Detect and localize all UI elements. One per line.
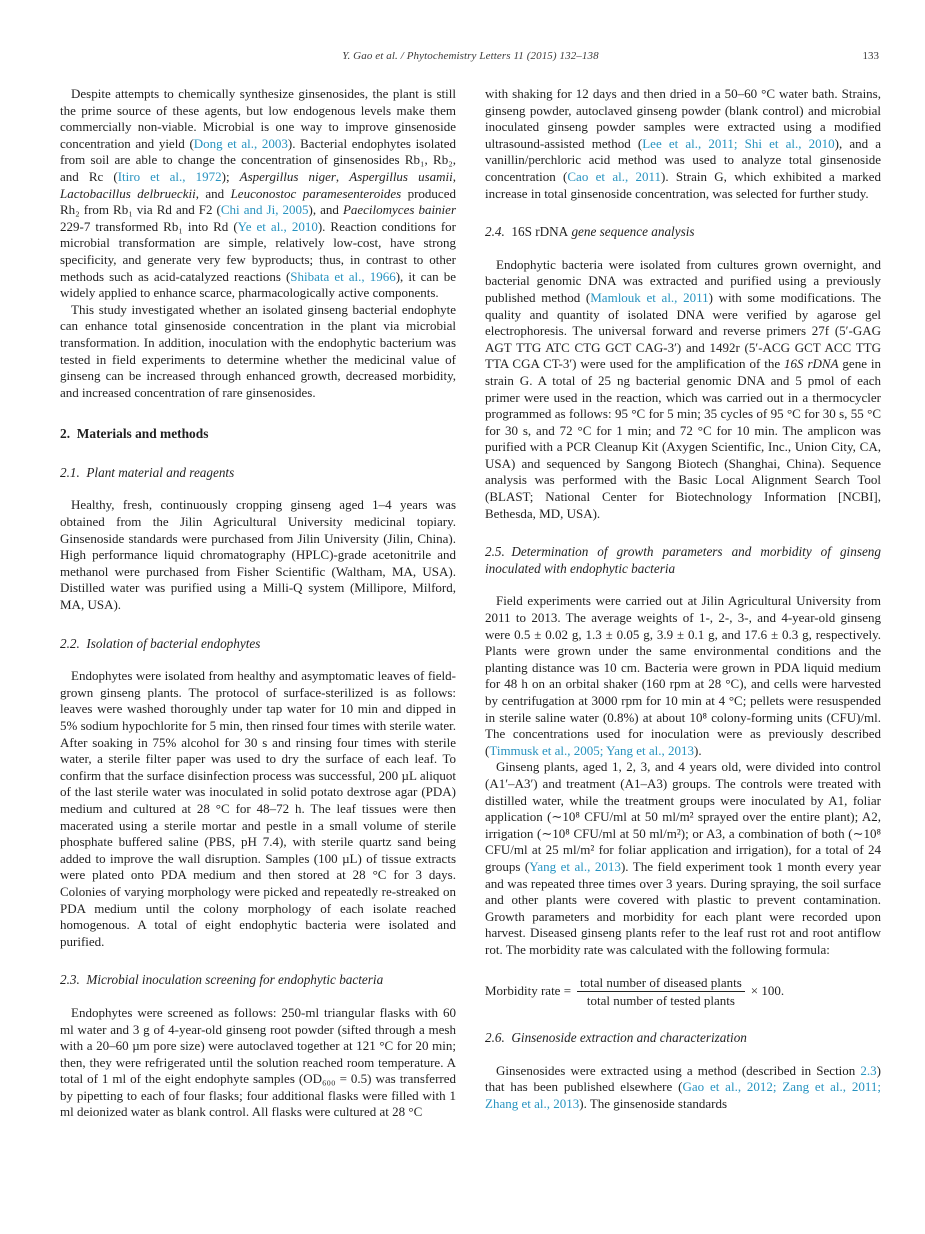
text-run: ), and	[308, 202, 343, 218]
text-run: Endophytic bacteria were isolated from cultures grown overnight, and bacterial genomic DNA was extracted and purified using a previously published method (	[485, 256, 881, 305]
morbidity-rate-formula	[485, 975, 881, 1009]
subsection-2-5-heading	[485, 544, 881, 577]
text-run: 229-7 transformed Rb₁ into Rd (	[60, 218, 238, 234]
text-run: 2. Materials and methods	[60, 426, 209, 442]
materials-and-methods-heading	[60, 426, 456, 443]
text-run: ) that has been published elsewhere (	[485, 1062, 881, 1095]
citation-link[interactable]: Gao et al., 2012; Zang et al., 2011; Zhang et al., 2013	[485, 1079, 882, 1111]
subsection-2-2-heading	[60, 636, 456, 653]
text-run: ), it can be widely applied to enhance scarce, pharmacologically active components.	[60, 268, 456, 301]
extraction-paragraph	[485, 1063, 881, 1113]
text-run: ,	[335, 168, 350, 184]
text-run: Ginseng plants, aged 1, 2, 3, and 4 years old, were divided into control (A1′–A3′) and treatment (A1–A3) groups. The controls were treated with distilled water, while the treatment groups were inoculated by A1, foliar application (∼10⁸ CFU/ml at 50 ml/m² sprayed over the entire plant); A2, irrigation (∼10⁸ CFU/ml at 50 ml/m²); or A3, a combination of both (∼10⁸ CFU/ml at 25 ml/m² for foliar application and irrigation), for a total of 24 groups (	[485, 759, 881, 874]
text-run: ,	[452, 168, 456, 184]
text-run: gene sequence analysis	[568, 224, 695, 240]
text-run: ).	[694, 742, 702, 758]
text-run: This study investigated whether an isolated ginseng bacterial endophyte can enhance total ginsenoside concentration in the plant via microbial transformation. In addition, inoculation with the endophytic bacterium was tested in field experiments to determine whether the medicinal value of ginseng can be increased through enhanced growth, decreased morbidity, and increased concentration of rare ginsenosides.	[60, 301, 456, 400]
text-run: ). Bacterial endophytes isolated from soil are able to change the concentration of ginsenosides Rb₁, Rb₂, and Rc (	[60, 135, 456, 184]
text-run: Field experiments were carried out at Jilin Agricultural University from 2011 to 2013. The average weights of 1-, 2-, 3-, and 4-year-old ginseng were 0.5 ± 0.02 g, 1.3 ± 0.05 g, 3.9 ± 0.1 g, and 17.6 ± 0.3 g, respectively. Plants were grown under the same environmental conditions and the planting distance was 10 cm. Bacteria were grown in PDA liquid medium for 48 h on an orbital shaker (160 rpm at 28 °C), and cells were harvested by centrifugation at 3000 rpm for 10 min at 4 °C; pellets were resuspended in sterile saline water (0.8%) at about 10⁸ colony-forming units (CFU)/ml. The concentrations used for inoculation were as previously described (	[485, 593, 881, 758]
text-run: Endophytes were isolated from healthy and asymptomatic leaves of field-grown ginseng plants. The protocol of surface-sterilized is as follows: leaves were washed thoroughly under tap water for 10 min and dipped in 5% sodium hypochlorite for 5 min, then rinsed four times with sterile water. After soaking in 75% alcohol for 30 s and rinsing four times with sterile water, a sterile filter paper was used to dry the surface of each leaf. To confirm that the surface disinfection process was successful, 200 µL aliquot of the last sterile water was inoculated in solid potato dextrose agar (PDA) medium and cultured at 28 °C for 48–72 h. The leaf tissues were then macerated using a sterile mortar and pestle in a small volume of sterile phosphate buffered saline (PBS, pH 7.4), with sterile quartz sand being added to improve the wall disruption. Samples (100 µL) of tissue extracts were plated onto PDA medium and then stored at 28 °C for 3 days. Colonies of varying morphology were picked and repeatedly re-streaked on PDA medium until the colony morphology of each isolate reached homogenous. A total of eight endophytic bacteria were isolated and purified.	[60, 668, 456, 949]
citation-link[interactable]: Ye et al., 2010	[237, 218, 318, 234]
text-run: Ginsenosides were extracted using a method (described in Section	[496, 1062, 861, 1078]
screening-continued-paragraph	[485, 86, 881, 202]
subsection-2-3-heading	[60, 972, 456, 989]
treatment-groups-paragraph	[485, 759, 881, 958]
citation-link[interactable]: Lee et al., 2011; Shi et al., 2010	[642, 135, 835, 151]
text-run: ). The field experiment took 1 month every year and was repeated three times over 3 years. During spraying, the soil surface and other plants were covered with plastic to prevent contamination. Growth parameters and morbidity for each plant were recorded upon harvest. Diseased ginseng plants refer to the leaf rust rot and root antiflow rot. The morbidity rate was calculated with the following formula:	[485, 858, 882, 957]
text-run: 2.1. Plant material and reagents	[60, 464, 235, 480]
formula-fraction	[577, 975, 745, 1009]
text-run: ), and a vanillin/perchloric acid method was used to analyze total ginsenoside concentration (	[485, 135, 881, 184]
left-column	[60, 86, 456, 1121]
text-run: );	[221, 168, 240, 184]
aims-paragraph	[60, 302, 456, 402]
text-run: gene in strain G. A total of 25 ng bacterial genomic DNA and 5 pmol of each primer were used in the reaction, which was carried out in a thermocycler programmed as follows: 95 °C for 5 min; 35 cycles of 95 °C for 30 s, 55 °C for 30 s, and 72 °C for 1 min; and 72 °C for 10 min. The amplicon was purified with a PCR Cleanup Kit (Axygen Scientific, Inc., Union City, CA, USA) and sequenced by Sangong Biotech (Shanghai, China). Sequence analysis was performed with the Basic Local Alignment Search Tool (BLAST; National Center for Biotechnology Information [NCBI], Bethesda, MD, USA).	[485, 356, 882, 521]
text-run: 2.5. Determination of growth parameters and morbidity of ginseng inoculated with endophytic bacteria	[485, 544, 881, 576]
citation-link[interactable]: Mamlouk et al., 2011	[590, 289, 709, 305]
text-run: 2.4.	[485, 224, 512, 240]
text-run: , and	[195, 185, 231, 201]
subsection-2-6-heading	[485, 1030, 881, 1047]
dna-analysis-paragraph	[485, 257, 881, 523]
text-run: ) with some modifications. The quality and quantity of isolated DNA were verified by agarose gel electrophoresis. The universal forward and reverse primers 27f (5′-GAG AGT TTG ATC CTG GCT CAG-3′) and 1492r (5′-ACG GCT ACC TTG TTA CGA CT-3′) were used for the amplification of the	[485, 289, 881, 372]
subsection-2-4-heading	[485, 224, 881, 241]
text-run: Despite attempts to chemically synthesize ginsenosides, the plant is still the prime source of these agents, but low endogenous levels make them commercially non-viable. Microbial is one way to improve ginsenoside concentration and yield (	[60, 86, 456, 151]
italic-text-run: 16S rDNA	[784, 356, 839, 372]
text-run: 2.6. Ginsenoside extraction and characterization	[485, 1030, 747, 1046]
plant-material-paragraph	[60, 497, 456, 613]
text-run: ). Strain G, which exhibited a marked increase in total ginsenoside concentration, was selected for further study.	[485, 168, 882, 201]
text-run: produced Rh₂ from Rb₁ via Rd and F2 (	[60, 185, 456, 218]
endophyte-isolation-paragraph	[60, 668, 456, 950]
italic-text-run: Paecilomyces bainier	[342, 202, 456, 218]
citation-link[interactable]: Yang et al., 2013	[529, 858, 621, 874]
text-run: 2.2. Isolation of bacterial endophytes	[60, 635, 261, 651]
text-run: ). Reaction conditions for microbial transformation are simple, relatively low-cost, have strong specificity, and generate very few byproducts; thus, in contrast to other methods such as acid-catalyzed reactions (	[60, 218, 456, 284]
citation-link[interactable]: Shibata et al., 1966	[290, 268, 396, 284]
italic-text-run: Aspergillus usamii	[349, 168, 453, 184]
citation-link[interactable]: Chi and Ji, 2005	[220, 202, 309, 218]
citation-link[interactable]: Itiro et al., 1972	[117, 168, 222, 184]
running-head	[60, 50, 881, 65]
fraction-numerator: total number of diseased plants	[577, 975, 745, 992]
italic-text-run: Aspergillus niger	[239, 168, 336, 184]
citation-link[interactable]: Dong et al., 2003	[193, 135, 288, 151]
journal-running-title: Y. Gao et al. / Phytochemistry Letters 11 (2015) 132–138	[342, 50, 599, 62]
right-column	[485, 86, 881, 1121]
text-run: Endophytes were screened as follows: 250-ml triangular flasks with 60 ml water and 3 g of 4-year-old ginseng root powder (sifted through a mesh with a 20–60 µm pore size) were autoclaved together at 121 °C for 20 min; then, they were refrigerated until the solution reached room temperature. A total of 1 ml of the eight endophyte samples (OD₆₀₀ = 0.5) was transferred by pipetting to each of four flasks; four additional flasks were filled with 1 ml deionized water as blank control. All flasks were cultured at 28 °C	[60, 1004, 456, 1120]
citation-link[interactable]: Cao et al., 2011	[567, 168, 662, 184]
screening-paragraph	[60, 1005, 456, 1121]
text-run: × 100.	[750, 982, 785, 998]
text-run: Healthy, fresh, continuously cropping ginseng aged 1–4 years was obtained from the Jilin Agricultural University medicinal topiary. Ginsenoside standards were purchased from Jilin University (Jilin, China). High performance liquid chromatography (HPLC)-grade acetonitrile and methanol were purchased from Fisher Scientific (Waltham, MA, USA). Distilled water was purified using a Milli-Q system (Millipore, Milford, MA, USA).	[60, 497, 456, 613]
two-column-body	[60, 86, 881, 1121]
text-run: Morbidity rate =	[485, 982, 572, 998]
text-run: with shaking for 12 days and then dried in a 50–60 °C water bath. Strains, ginseng powder, autoclaved ginseng powder (blank control) and microbial inoculated ginseng powder samples were extracted using a modified ultrasound-assisted method (	[485, 86, 881, 151]
text-run: 2.3. Microbial inoculation screening for endophytic bacteria	[60, 972, 384, 988]
intro-paragraph	[60, 86, 456, 302]
citation-link[interactable]: Timmusk et al., 2005; Yang et al., 2013	[489, 742, 694, 758]
text-run: ). The ginsenoside standards	[579, 1095, 728, 1111]
fraction-denominator: total number of tested plants	[586, 992, 735, 1008]
roman-text-run: 16S rDNA	[511, 224, 569, 240]
subsection-2-1-heading	[60, 465, 456, 482]
field-experiment-paragraph	[485, 593, 881, 759]
italic-text-run: Lactobacillus delbrueckii	[60, 185, 196, 201]
italic-text-run: Leuconostoc paramesenteroides	[230, 185, 402, 201]
citation-link[interactable]: 2.3	[860, 1062, 877, 1078]
page-number: 133	[862, 50, 879, 62]
